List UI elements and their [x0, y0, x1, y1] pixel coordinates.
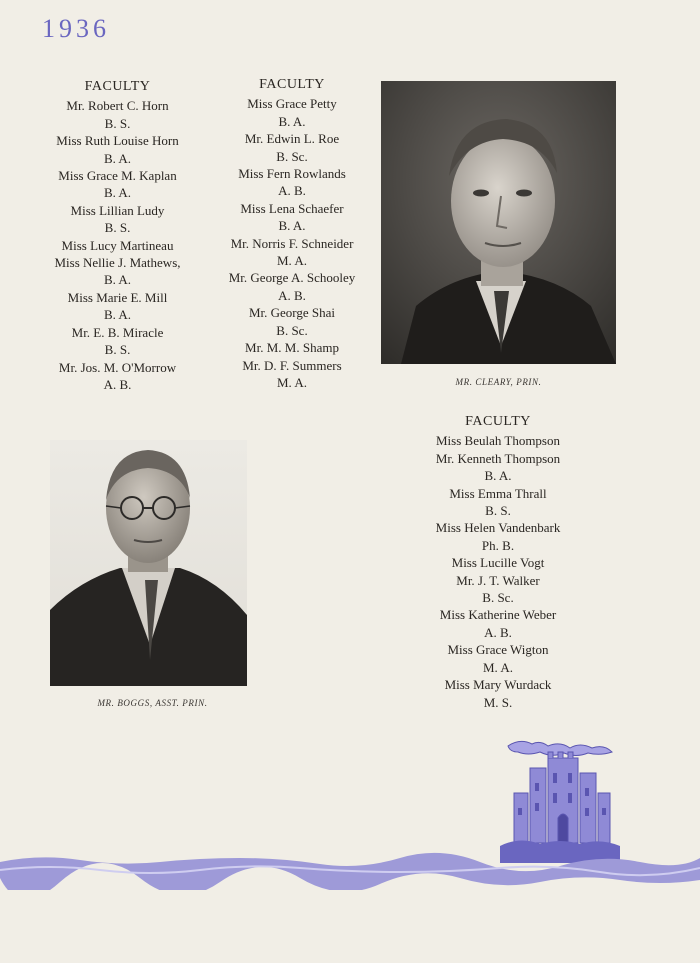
faculty-name: Mr. M. M. Shamp [245, 340, 339, 356]
faculty-name: Miss Grace Wigton [447, 642, 549, 658]
faculty-name: Miss Beulah Thompson [436, 433, 560, 449]
faculty-degree: B. A. [103, 150, 132, 166]
faculty-entry [418, 554, 578, 571]
faculty-degree: B. A. [103, 272, 132, 288]
faculty-entry [418, 432, 578, 449]
faculty-degree: B. S. [104, 115, 131, 131]
faculty-degree: B. A. [484, 468, 512, 484]
faculty-entry [212, 304, 372, 339]
faculty-name: Miss Marie E. Mill [67, 289, 168, 305]
faculty-name: Miss Ruth Louise Horn [56, 133, 179, 149]
faculty-degree: B. A. [278, 218, 306, 234]
faculty-entry [212, 200, 372, 235]
faculty-name: Miss Lucille Vogt [451, 555, 545, 571]
faculty-entry [418, 519, 578, 554]
faculty-degree: B. S. [104, 220, 131, 236]
faculty-column-2 [212, 76, 372, 391]
faculty-entry [40, 324, 195, 359]
faculty-name: Mr. E. B. Miracle [71, 324, 164, 340]
faculty-name: Miss Lucy Martineau [61, 237, 174, 253]
faculty-name: Mr. Robert C. Horn [66, 98, 169, 114]
faculty-degree: A. B. [278, 287, 306, 303]
faculty-entry [418, 450, 578, 485]
faculty-degree: B. Sc. [482, 590, 514, 606]
faculty-heading: FACULTY [259, 77, 325, 92]
faculty-heading: FACULTY [465, 414, 531, 429]
page-year: 1936 [42, 14, 110, 43]
faculty-name: Miss Grace M. Kaplan [58, 168, 177, 184]
assistant-principal-portrait-image [50, 440, 247, 686]
faculty-entry [212, 165, 372, 200]
faculty-degree: M. S. [483, 694, 513, 710]
faculty-name: Miss Helen Vandenbark [435, 520, 561, 536]
faculty-name: Miss Nellie J. Mathews, [54, 255, 181, 271]
faculty-entry [212, 357, 372, 392]
faculty-column-1 [40, 78, 195, 393]
faculty-degree: Ph. B. [481, 537, 515, 553]
faculty-degree: A. B. [103, 376, 132, 392]
faculty-entry [40, 359, 195, 394]
faculty-degree: B. Sc. [276, 322, 308, 338]
faculty-degree: M. A. [277, 253, 307, 269]
assistant-principal-caption: MR. BOGGS, ASST. PRIN. [97, 698, 208, 708]
faculty-degree: B. S. [104, 342, 131, 358]
faculty-name: Mr. George Shai [248, 305, 336, 321]
faculty-degree: B. A. [103, 185, 132, 201]
faculty-entry [40, 289, 195, 324]
faculty-entry [40, 202, 195, 237]
faculty-entry [40, 97, 195, 132]
principal-photo [381, 81, 616, 364]
faculty-name: Mr. George A. Schooley [228, 270, 356, 286]
faculty-heading: FACULTY [84, 79, 151, 94]
faculty-name: Mr. J. T. Walker [456, 572, 540, 588]
faculty-entry [212, 235, 372, 270]
faculty-name: Mr. Edwin L. Roe [244, 131, 340, 147]
faculty-degree: B. A. [103, 307, 132, 323]
faculty-name: Miss Lillian Ludy [70, 202, 165, 218]
faculty-entry [418, 572, 578, 607]
assistant-principal-photo [50, 440, 247, 686]
faculty-entry [40, 237, 195, 254]
faculty-name: Miss Katherine Weber [439, 607, 557, 623]
faculty-degree: A. B. [278, 183, 306, 199]
faculty-entry [40, 254, 195, 289]
faculty-name: Miss Fern Rowlands [238, 166, 346, 182]
faculty-entry [418, 606, 578, 641]
faculty-degree: M. A. [277, 374, 307, 390]
faculty-degree: A. B. [484, 624, 512, 640]
faculty-entry [40, 132, 195, 167]
faculty-name: Mr. Kenneth Thompson [435, 450, 561, 466]
principal-caption: MR. CLEARY, PRIN. [455, 377, 542, 387]
faculty-degree: B. A. [278, 113, 306, 129]
faculty-name: Miss Emma Thrall [449, 485, 547, 501]
wave-border [0, 840, 700, 890]
faculty-entry [212, 339, 372, 356]
faculty-column-3 [418, 413, 578, 711]
faculty-entry [418, 485, 578, 520]
faculty-degree: B. S. [485, 503, 511, 519]
faculty-name: Miss Lena Schaefer [240, 200, 344, 216]
faculty-name: Mr. Norris F. Schneider [230, 235, 354, 251]
faculty-entry [212, 130, 372, 165]
faculty-entry [418, 676, 578, 711]
faculty-name: Miss Mary Wurdack [444, 677, 552, 693]
faculty-name: Mr. Jos. M. O'Morrow [58, 359, 177, 375]
faculty-entry [212, 95, 372, 130]
faculty-entry [418, 641, 578, 676]
principal-portrait-image [381, 81, 616, 364]
faculty-name: Mr. D. F. Summers [242, 357, 342, 373]
faculty-degree: M. A. [483, 659, 513, 675]
faculty-entry [40, 167, 195, 202]
faculty-entry [212, 269, 372, 304]
faculty-name: Miss Grace Petty [247, 96, 337, 112]
faculty-degree: B. Sc. [276, 148, 308, 164]
